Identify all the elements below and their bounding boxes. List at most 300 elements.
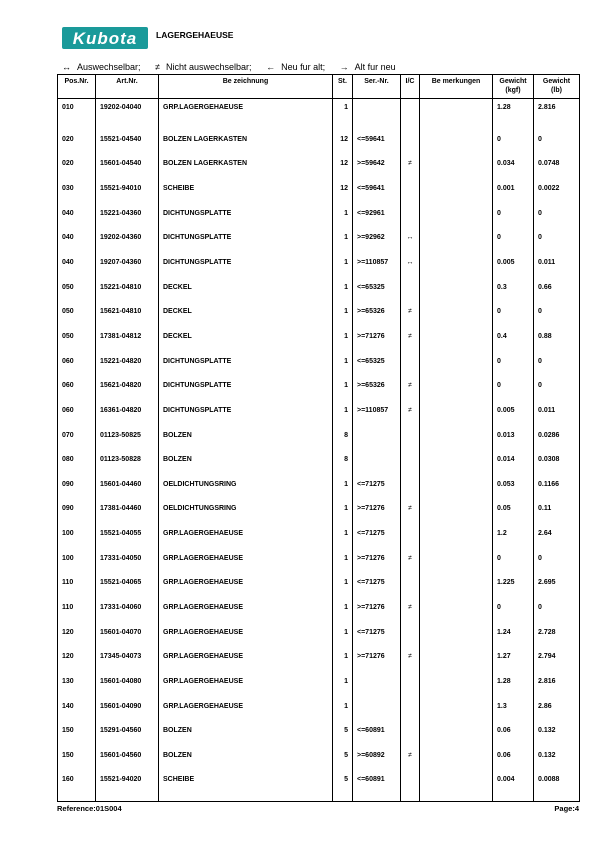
cell-ic — [401, 702, 420, 727]
kubota-logo — [62, 27, 148, 49]
cell-kgf: 0.05 — [493, 504, 534, 529]
cell-qty: 1 — [333, 480, 353, 505]
cell-name: SCHEIBE — [159, 184, 333, 209]
legend-item-not-interchangeable: ≠ Nicht auswechselbar; — [155, 62, 252, 72]
cell-ser: <=59641 — [353, 135, 401, 160]
cell-remarks — [420, 184, 493, 209]
cell-ic: ↔ — [401, 258, 420, 283]
cell-lb: 2.728 — [534, 628, 580, 653]
legend-item-interchangeable: ↔ Auswechselbar; — [62, 62, 141, 72]
cell-remarks — [420, 99, 493, 135]
cell-remarks — [420, 431, 493, 456]
cell-lb: 0.66 — [534, 283, 580, 308]
table-row — [58, 726, 580, 751]
cell-remarks — [420, 677, 493, 702]
cell-kgf: 0.005 — [493, 406, 534, 431]
cell-kgf: 0.06 — [493, 726, 534, 751]
cell-name: GRP.LAGERGEHAEUSE — [159, 578, 333, 603]
cell-ic: ≠ — [401, 381, 420, 406]
cell-art: 19207-04360 — [96, 258, 159, 283]
cell-kgf: 0.013 — [493, 431, 534, 456]
cell-ic: ≠ — [401, 159, 420, 184]
cell-art: 01123-50828 — [96, 455, 159, 480]
cell-lb: 0.88 — [534, 332, 580, 357]
cell-lb: 0.0748 — [534, 159, 580, 184]
cell-qty: 1 — [333, 307, 353, 332]
cell-name: DECKEL — [159, 332, 333, 357]
cell-art: 15521-94010 — [96, 184, 159, 209]
cell-qty: 12 — [333, 184, 353, 209]
cell-qty: 1 — [333, 258, 353, 283]
table-row — [58, 578, 580, 603]
cell-name: GRP.LAGERGEHAEUSE — [159, 677, 333, 702]
cell-remarks — [420, 751, 493, 776]
cell-art: 19202-04040 — [96, 99, 159, 135]
cell-name: DICHTUNGSPLATTE — [159, 233, 333, 258]
cell-ser: >=71276 — [353, 504, 401, 529]
table-row — [58, 307, 580, 332]
cell-ic — [401, 99, 420, 135]
cell-lb: 0 — [534, 233, 580, 258]
cell-ser: <=92961 — [353, 209, 401, 234]
table-row — [58, 233, 580, 258]
cell-pos: 050 — [58, 283, 96, 308]
cell-kgf: 0.4 — [493, 332, 534, 357]
cell-kgf: 0 — [493, 135, 534, 160]
cell-lb: 2.86 — [534, 702, 580, 727]
cell-art: 17331-04050 — [96, 554, 159, 579]
cell-remarks — [420, 578, 493, 603]
cell-ser: >=59642 — [353, 159, 401, 184]
cell-remarks — [420, 233, 493, 258]
cell-ic — [401, 775, 420, 800]
cell-ser — [353, 99, 401, 135]
cell-art: 15621-04820 — [96, 381, 159, 406]
cell-name: DICHTUNGSPLATTE — [159, 381, 333, 406]
table-row — [58, 652, 580, 677]
cell-name: DECKEL — [159, 283, 333, 308]
cell-pos: 030 — [58, 184, 96, 209]
cell-remarks — [420, 504, 493, 529]
cell-pos: 090 — [58, 480, 96, 505]
cell-qty: 1 — [333, 652, 353, 677]
cell-ic: ≠ — [401, 652, 420, 677]
table-row — [58, 258, 580, 283]
cell-art: 15521-04065 — [96, 578, 159, 603]
legend — [62, 62, 408, 72]
cell-kgf: 0.005 — [493, 258, 534, 283]
cell-ser: >=71276 — [353, 652, 401, 677]
cell-kgf: 1.225 — [493, 578, 534, 603]
cell-pos: 150 — [58, 726, 96, 751]
cell-lb: 0 — [534, 307, 580, 332]
table-body — [58, 99, 580, 802]
cell-art: 15221-04360 — [96, 209, 159, 234]
cell-pos: 060 — [58, 406, 96, 431]
cell-art: 15601-04070 — [96, 628, 159, 653]
cell-remarks — [420, 159, 493, 184]
cell-pos: 150 — [58, 751, 96, 776]
table-row — [58, 751, 580, 776]
cell-qty: 1 — [333, 529, 353, 554]
cell-lb: 2.794 — [534, 652, 580, 677]
cell-qty: 8 — [333, 455, 353, 480]
cell-name: BOLZEN — [159, 455, 333, 480]
cell-lb: 0 — [534, 603, 580, 628]
cell-qty: 1 — [333, 628, 353, 653]
cell-pos: 060 — [58, 357, 96, 382]
cell-qty: 1 — [333, 406, 353, 431]
cell-name: GRP.LAGERGEHAEUSE — [159, 603, 333, 628]
cell-ser: <=60891 — [353, 775, 401, 800]
cell-pos: 060 — [58, 381, 96, 406]
cell-name: BOLZEN — [159, 431, 333, 456]
cell-art: 15601-04560 — [96, 751, 159, 776]
cell-ic — [401, 357, 420, 382]
table-row — [58, 480, 580, 505]
cell-qty: 1 — [333, 504, 353, 529]
cell-name: BOLZEN LAGERKASTEN — [159, 135, 333, 160]
cell-remarks — [420, 332, 493, 357]
cell-ser: <=65325 — [353, 357, 401, 382]
cell-ic — [401, 184, 420, 209]
cell-ic — [401, 578, 420, 603]
col-header-kgf: Gewicht (kgf) — [493, 75, 534, 99]
cell-pos: 110 — [58, 578, 96, 603]
legend-item-old-for-new: → Alt fur neu — [339, 62, 396, 72]
cell-kgf: 1.28 — [493, 677, 534, 702]
table-row — [58, 775, 580, 800]
cell-qty: 1 — [333, 554, 353, 579]
cell-name: DICHTUNGSPLATTE — [159, 209, 333, 234]
cell-ser: >=71276 — [353, 603, 401, 628]
cell-remarks — [420, 775, 493, 800]
cell-qty: 8 — [333, 431, 353, 456]
table-row — [58, 381, 580, 406]
cell-art: 15221-04810 — [96, 283, 159, 308]
table-row — [58, 209, 580, 234]
table-row — [58, 529, 580, 554]
cell-art: 17381-04812 — [96, 332, 159, 357]
cell-ser: <=65325 — [353, 283, 401, 308]
cell-qty: 1 — [333, 357, 353, 382]
cell-name: BOLZEN — [159, 726, 333, 751]
cell-pos: 120 — [58, 628, 96, 653]
not-equal-icon: ≠ — [155, 62, 161, 72]
cell-ser — [353, 431, 401, 456]
cell-pos: 160 — [58, 775, 96, 800]
cell-ic — [401, 677, 420, 702]
cell-kgf: 0.004 — [493, 775, 534, 800]
table-row — [58, 504, 580, 529]
cell-name: OELDICHTUNGSRING — [159, 504, 333, 529]
cell-qty: 12 — [333, 135, 353, 160]
cell-ic — [401, 135, 420, 160]
cell-kgf: 0 — [493, 554, 534, 579]
col-header-art: Art.Nr. — [96, 75, 159, 99]
cell-lb: 0.132 — [534, 751, 580, 776]
table-row — [58, 702, 580, 727]
cell-art: 15291-04560 — [96, 726, 159, 751]
cell-kgf: 0.06 — [493, 751, 534, 776]
cell-lb: 0.0022 — [534, 184, 580, 209]
cell-art: 15621-04810 — [96, 307, 159, 332]
cell-pos: 130 — [58, 677, 96, 702]
cell-kgf: 0.001 — [493, 184, 534, 209]
cell-kgf: 0.034 — [493, 159, 534, 184]
cell-ser: >=92962 — [353, 233, 401, 258]
cell-qty: 1 — [333, 578, 353, 603]
cell-lb: 0.11 — [534, 504, 580, 529]
cell-ser: >=65326 — [353, 307, 401, 332]
cell-kgf: 0.3 — [493, 283, 534, 308]
cell-remarks — [420, 258, 493, 283]
table-header-row — [58, 75, 580, 99]
cell-name: GRP.LAGERGEHAEUSE — [159, 99, 333, 135]
cell-lb: 2.695 — [534, 578, 580, 603]
cell-kgf: 1.2 — [493, 529, 534, 554]
cell-art: 15601-04080 — [96, 677, 159, 702]
cell-ic — [401, 726, 420, 751]
table-row — [58, 135, 580, 160]
table-row — [58, 406, 580, 431]
cell-ic — [401, 209, 420, 234]
cell-art: 16361-04820 — [96, 406, 159, 431]
table-row — [58, 677, 580, 702]
cell-ic: ≠ — [401, 406, 420, 431]
cell-ser: >=60892 — [353, 751, 401, 776]
cell-remarks — [420, 603, 493, 628]
table-row — [58, 554, 580, 579]
cell-remarks — [420, 726, 493, 751]
cell-name: OELDICHTUNGSRING — [159, 480, 333, 505]
cell-ser: >=110857 — [353, 406, 401, 431]
cell-ic — [401, 628, 420, 653]
cell-name: GRP.LAGERGEHAEUSE — [159, 652, 333, 677]
cell-ser: >=65326 — [353, 381, 401, 406]
table-filler-row — [58, 800, 580, 801]
cell-ser — [353, 677, 401, 702]
col-header-pos: Pos.Nr. — [58, 75, 96, 99]
cell-art: 17345-04073 — [96, 652, 159, 677]
cell-lb: 0.0308 — [534, 455, 580, 480]
cell-ser — [353, 455, 401, 480]
legend-item-new-for-old: ← Neu fur alt; — [266, 62, 326, 72]
cell-pos: 070 — [58, 431, 96, 456]
cell-qty: 5 — [333, 775, 353, 800]
cell-lb: 0.011 — [534, 258, 580, 283]
cell-qty: 1 — [333, 677, 353, 702]
cell-name: SCHEIBE — [159, 775, 333, 800]
cell-ser: <=71275 — [353, 480, 401, 505]
cell-name: GRP.LAGERGEHAEUSE — [159, 529, 333, 554]
cell-remarks — [420, 209, 493, 234]
cell-remarks — [420, 381, 493, 406]
arrow-left-icon: ← — [266, 62, 276, 72]
cell-art: 15521-04540 — [96, 135, 159, 160]
cell-lb: 0.0286 — [534, 431, 580, 456]
cell-qty: 5 — [333, 726, 353, 751]
cell-art: 01123-50825 — [96, 431, 159, 456]
cell-kgf: 0 — [493, 209, 534, 234]
cell-remarks — [420, 652, 493, 677]
cell-kgf: 1.28 — [493, 99, 534, 135]
cell-qty: 1 — [333, 233, 353, 258]
col-header-lb: Gewicht (lb) — [534, 75, 580, 99]
cell-lb: 0 — [534, 554, 580, 579]
cell-remarks — [420, 283, 493, 308]
cell-name: GRP.LAGERGEHAEUSE — [159, 702, 333, 727]
cell-art: 15221-04820 — [96, 357, 159, 382]
cell-art: 15521-04055 — [96, 529, 159, 554]
cell-pos: 110 — [58, 603, 96, 628]
reference: Reference:01S004 — [57, 804, 122, 813]
cell-name: DICHTUNGSPLATTE — [159, 357, 333, 382]
col-header-name: Be zeichnung — [159, 75, 333, 99]
cell-ic: ≠ — [401, 554, 420, 579]
cell-name: DICHTUNGSPLATTE — [159, 406, 333, 431]
cell-ic: ↔ — [401, 233, 420, 258]
cell-ser: <=71275 — [353, 529, 401, 554]
cell-art: 15601-04540 — [96, 159, 159, 184]
cell-pos: 040 — [58, 258, 96, 283]
cell-pos: 080 — [58, 455, 96, 480]
cell-kgf: 1.27 — [493, 652, 534, 677]
cell-lb: 2.816 — [534, 99, 580, 135]
cell-pos: 020 — [58, 135, 96, 160]
cell-lb: 0.1166 — [534, 480, 580, 505]
cell-ic: ≠ — [401, 603, 420, 628]
cell-kgf: 0 — [493, 307, 534, 332]
parts-table — [57, 74, 580, 802]
cell-qty: 5 — [333, 751, 353, 776]
cell-lb: 0.0088 — [534, 775, 580, 800]
col-header-qty: St. — [333, 75, 353, 99]
table-row — [58, 628, 580, 653]
cell-ser: <=71275 — [353, 578, 401, 603]
cell-name: BOLZEN LAGERKASTEN — [159, 159, 333, 184]
arrow-right-icon: → — [339, 62, 349, 72]
table-row — [58, 283, 580, 308]
cell-ser: <=60891 — [353, 726, 401, 751]
cell-pos: 020 — [58, 159, 96, 184]
cell-qty: 1 — [333, 332, 353, 357]
cell-ser: <=59641 — [353, 184, 401, 209]
cell-lb: 0.011 — [534, 406, 580, 431]
cell-lb: 2.816 — [534, 677, 580, 702]
table-row — [58, 159, 580, 184]
cell-lb: 0 — [534, 209, 580, 234]
cell-pos: 040 — [58, 209, 96, 234]
cell-qty: 1 — [333, 209, 353, 234]
cell-kgf: 0 — [493, 381, 534, 406]
cell-pos: 050 — [58, 332, 96, 357]
col-header-ic: I/C — [401, 75, 420, 99]
cell-kgf: 0 — [493, 357, 534, 382]
cell-name: DICHTUNGSPLATTE — [159, 258, 333, 283]
cell-ser: <=71275 — [353, 628, 401, 653]
cell-art: 19202-04360 — [96, 233, 159, 258]
cell-lb: 2.64 — [534, 529, 580, 554]
cell-ser — [353, 702, 401, 727]
page-number: Page:4 — [554, 804, 579, 813]
cell-qty: 12 — [333, 159, 353, 184]
cell-remarks — [420, 357, 493, 382]
cell-kgf: 1.24 — [493, 628, 534, 653]
cell-qty: 1 — [333, 99, 353, 135]
cell-qty: 1 — [333, 603, 353, 628]
cell-ic — [401, 455, 420, 480]
cell-ic — [401, 431, 420, 456]
cell-remarks — [420, 529, 493, 554]
cell-kgf: 0.014 — [493, 455, 534, 480]
cell-art: 15601-04460 — [96, 480, 159, 505]
table-row — [58, 603, 580, 628]
cell-ser: >=71276 — [353, 554, 401, 579]
cell-pos: 100 — [58, 554, 96, 579]
cell-pos: 100 — [58, 529, 96, 554]
cell-ic: ≠ — [401, 751, 420, 776]
cell-pos: 140 — [58, 702, 96, 727]
cell-lb: 0.132 — [534, 726, 580, 751]
cell-pos: 050 — [58, 307, 96, 332]
cell-remarks — [420, 307, 493, 332]
cell-qty: 1 — [333, 381, 353, 406]
col-header-remarks: Be merkungen — [420, 75, 493, 99]
cell-remarks — [420, 628, 493, 653]
cell-pos: 040 — [58, 233, 96, 258]
cell-art: 15601-04090 — [96, 702, 159, 727]
cell-kgf: 1.3 — [493, 702, 534, 727]
page-title: LAGERGEHAEUSE — [156, 30, 234, 40]
table-row — [58, 332, 580, 357]
cell-lb: 0 — [534, 381, 580, 406]
cell-remarks — [420, 455, 493, 480]
cell-ic: ≠ — [401, 332, 420, 357]
cell-ser: >=71276 — [353, 332, 401, 357]
cell-remarks — [420, 554, 493, 579]
cell-qty: 1 — [333, 702, 353, 727]
cell-pos: 010 — [58, 99, 96, 135]
cell-kgf: 0.053 — [493, 480, 534, 505]
cell-kgf: 0 — [493, 603, 534, 628]
table-row — [58, 184, 580, 209]
cell-ic: ≠ — [401, 504, 420, 529]
cell-remarks — [420, 480, 493, 505]
cell-qty: 1 — [333, 283, 353, 308]
cell-pos: 090 — [58, 504, 96, 529]
cell-lb: 0 — [534, 135, 580, 160]
cell-pos: 120 — [58, 652, 96, 677]
col-header-ser: Ser.-Nr. — [353, 75, 401, 99]
cell-name: GRP.LAGERGEHAEUSE — [159, 628, 333, 653]
cell-ic — [401, 480, 420, 505]
table-row — [58, 455, 580, 480]
cell-ic — [401, 283, 420, 308]
cell-name: DECKEL — [159, 307, 333, 332]
cell-kgf: 0 — [493, 233, 534, 258]
cell-art: 15521-94020 — [96, 775, 159, 800]
table-row — [58, 99, 580, 135]
interchangeable-icon: ↔ — [62, 62, 71, 72]
cell-remarks — [420, 702, 493, 727]
cell-remarks — [420, 135, 493, 160]
table-row — [58, 357, 580, 382]
cell-ic: ≠ — [401, 307, 420, 332]
cell-ic — [401, 529, 420, 554]
cell-name: BOLZEN — [159, 751, 333, 776]
cell-name: GRP.LAGERGEHAEUSE — [159, 554, 333, 579]
